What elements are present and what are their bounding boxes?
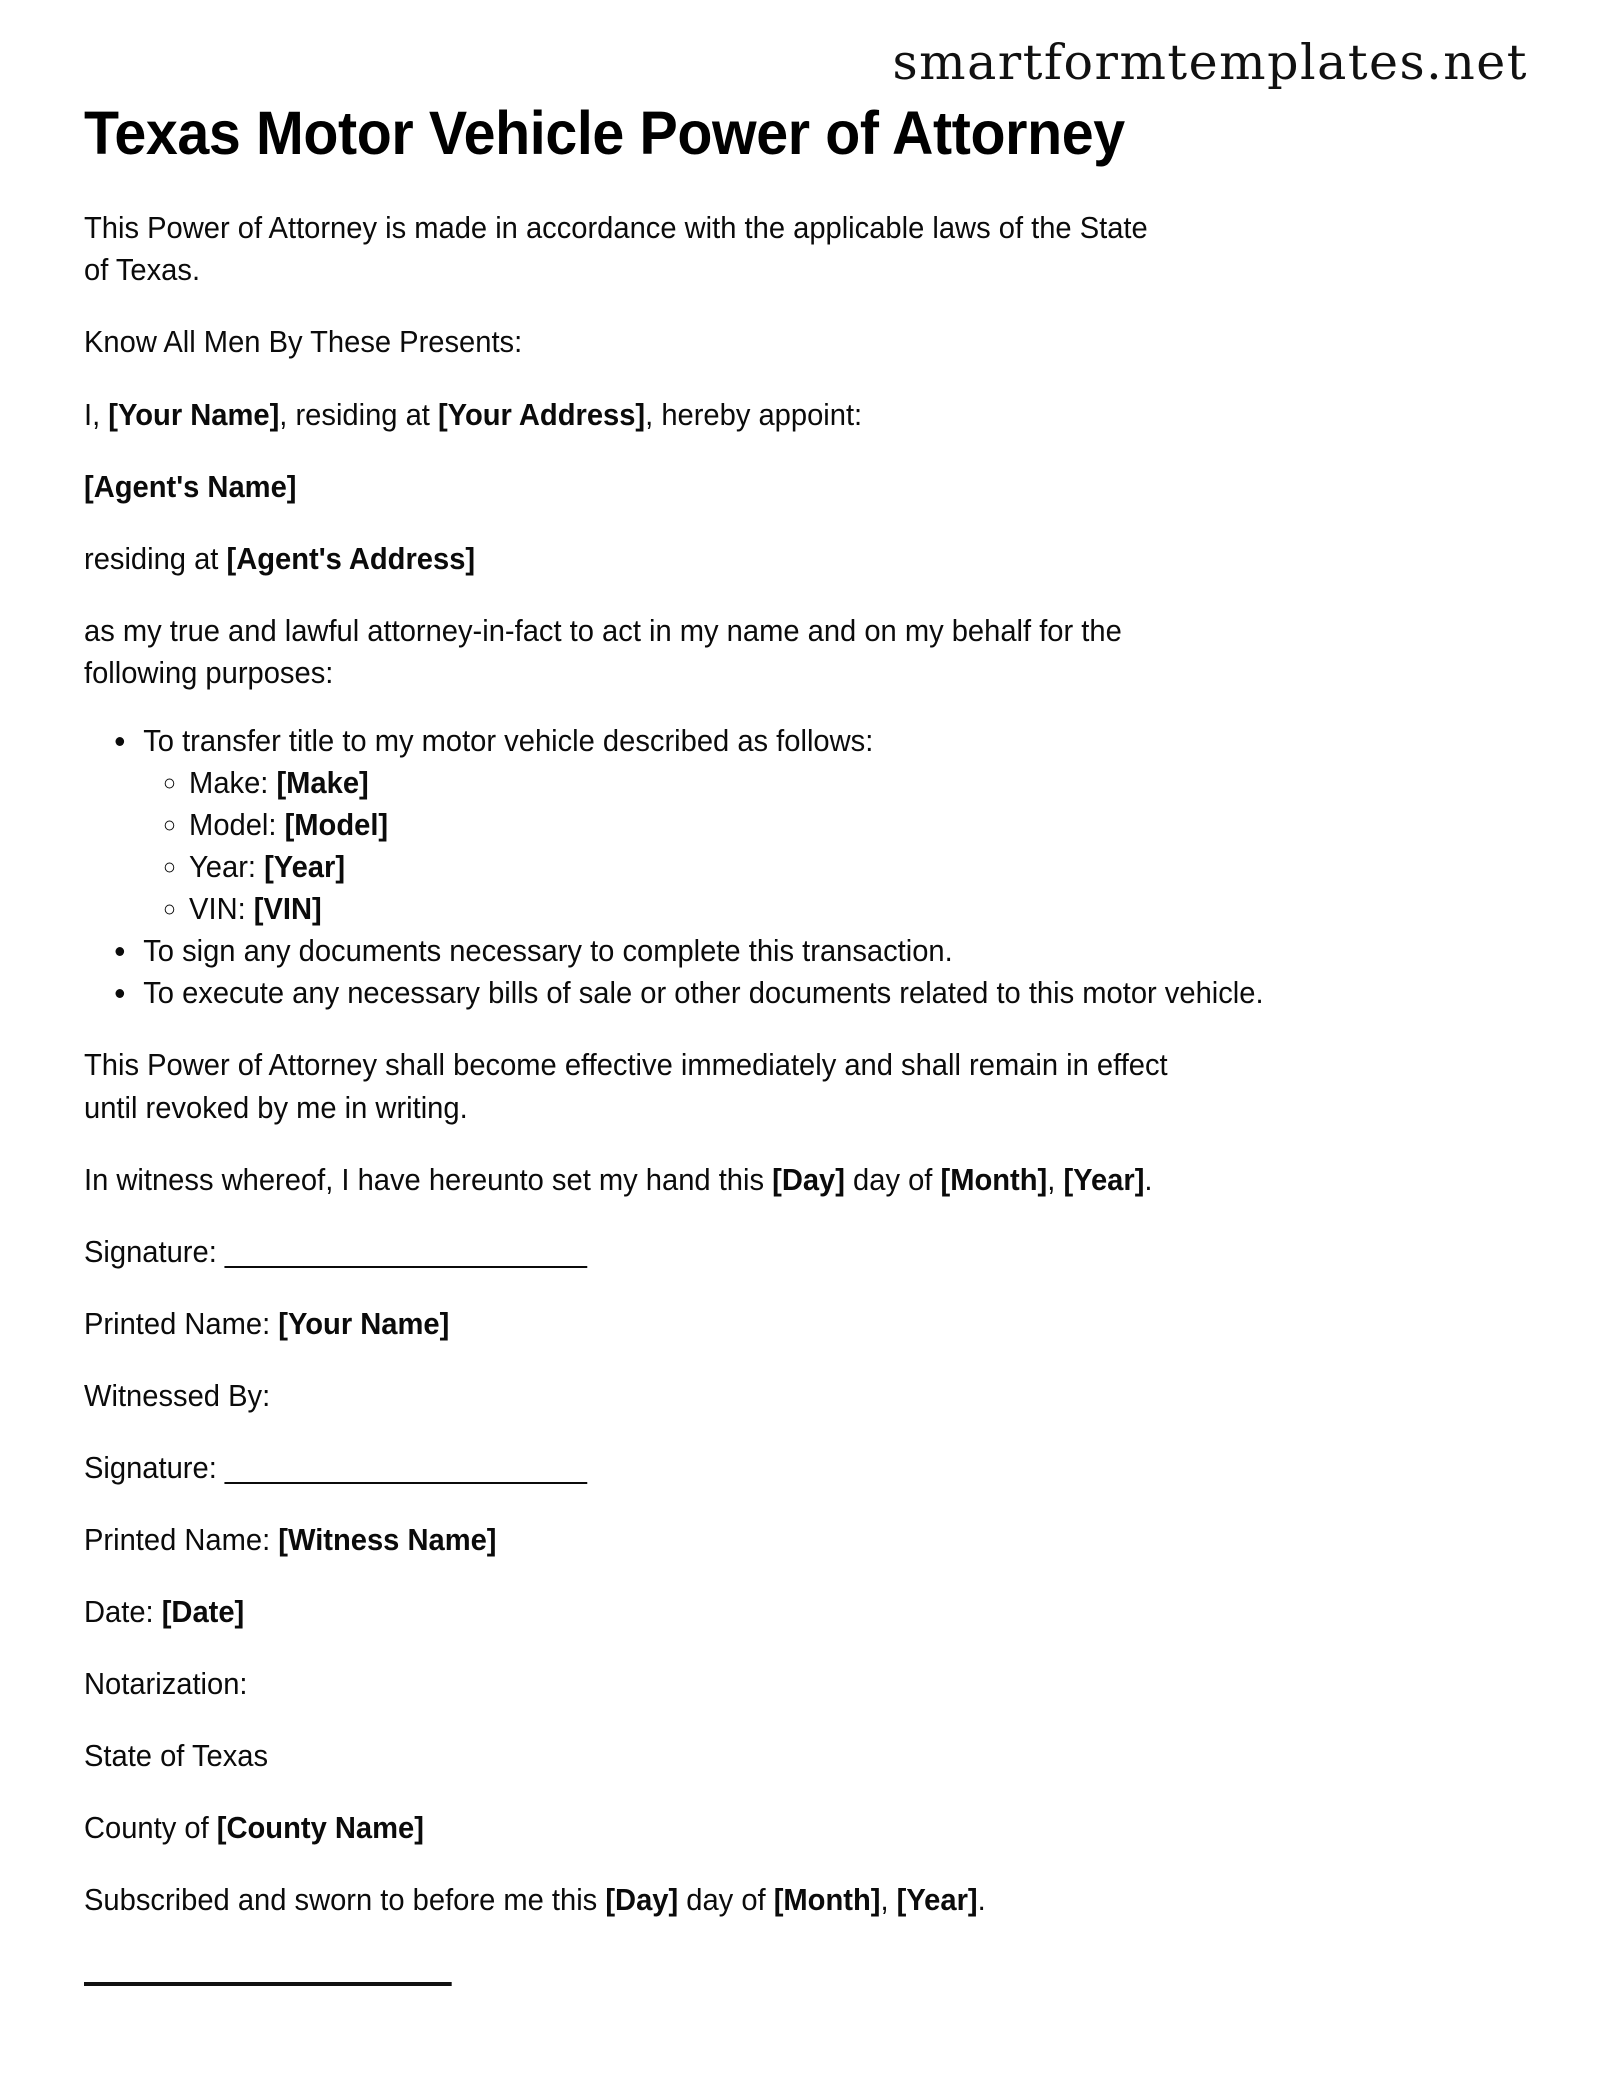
principal-name-placeholder: [Your Name]: [108, 397, 280, 432]
witness-whereof-mid: day of: [844, 1162, 941, 1197]
notarization-sworn-line: [84, 1879, 1168, 1921]
principal-prefix: I,: [84, 397, 109, 432]
witness-signature-line: [84, 1447, 1168, 1489]
witness-signature-blank[interactable]: _______________________: [224, 1450, 587, 1485]
principal-printed-name-label: Printed Name:: [84, 1306, 279, 1341]
list-item-make: [189, 762, 1467, 804]
agent-residing-label: residing at: [84, 541, 227, 576]
sworn-year-placeholder: [Year]: [896, 1883, 978, 1918]
agent-address-line: [84, 538, 1168, 580]
witness-signature-label: Signature:: [84, 1450, 225, 1485]
list-item-execute-bills-of-sale: • To execute any necessary bills of sale or other documents related to this motor vehicle.: [139, 972, 1466, 1014]
principal-signature-label: Signature:: [84, 1234, 225, 1269]
agent-address-placeholder: [Agent's Address]: [226, 541, 476, 576]
watermark-row: [84, 0, 1532, 91]
principal-suffix: , hereby appoint:: [645, 397, 863, 432]
county-placeholder: [County Name]: [216, 1811, 424, 1846]
witness-date-label: Date:: [84, 1595, 162, 1630]
notarization-state-line: State of Texas: [84, 1739, 269, 1774]
witness-whereof-year-placeholder: [Year]: [1063, 1162, 1145, 1197]
make-placeholder: [Make]: [276, 766, 369, 801]
model-label: Model:: [189, 808, 285, 843]
intro-paragraph-2: Know All Men By These Presents:: [84, 325, 523, 360]
year-placeholder: [Year]: [264, 850, 346, 885]
notarization-heading: Notarization:: [84, 1667, 248, 1702]
principal-appointment-line: [84, 394, 1168, 436]
witness-date-line: [84, 1591, 1168, 1633]
page-title: Texas Motor Vehicle Power of Attorney: [84, 99, 1125, 167]
vehicle-details-list: [143, 762, 1467, 930]
principal-middle: , residing at: [279, 397, 438, 432]
intro-paragraph-1: This Power of Attorney is made in accordance with the applicable laws of the State of Texas.: [84, 211, 1148, 288]
witness-whereof-paragraph: [84, 1159, 1168, 1201]
sworn-day-placeholder: [Day]: [605, 1883, 679, 1918]
sworn-period: .: [977, 1883, 986, 1918]
witnessed-by-heading: Witnessed By:: [84, 1378, 271, 1413]
effective-clause-paragraph: This Power of Attorney shall become effective immediately and shall remain in effect until revoked by me in writing.: [84, 1048, 1168, 1125]
witness-printed-name-label: Printed Name:: [84, 1523, 279, 1558]
witness-whereof-day-placeholder: [Day]: [772, 1162, 845, 1197]
witness-printed-name-placeholder: [Witness Name]: [278, 1523, 497, 1558]
witness-whereof-month-placeholder: [Month]: [940, 1162, 1048, 1197]
purpose-intro-paragraph: as my true and lawful attorney-in-fact to act in my name and on my behalf for the following purposes:: [84, 613, 1122, 690]
list-item-sign-documents: • To sign any documents necessary to complete this transaction.: [139, 930, 1466, 972]
principal-signature-blank[interactable]: _______________________: [224, 1234, 587, 1269]
purpose-item-1-text: To transfer title to my motor vehicle described as follows:: [143, 723, 874, 758]
county-label: County of: [84, 1811, 217, 1846]
witness-date-placeholder: [Date]: [161, 1595, 245, 1630]
witness-printed-name-line: [84, 1519, 1168, 1561]
vin-placeholder: [VIN]: [253, 892, 322, 927]
make-label: Make:: [189, 766, 277, 801]
year-label: Year:: [189, 850, 265, 885]
list-item-transfer-title: [139, 720, 1466, 930]
principal-address-placeholder: [Your Address]: [437, 397, 646, 432]
sworn-prefix: Subscribed and sworn to before me this: [84, 1883, 606, 1918]
principal-printed-name-placeholder: [Your Name]: [278, 1306, 450, 1341]
model-placeholder: [Model]: [284, 808, 389, 843]
site-watermark: smartformtemplates.net: [892, 34, 1528, 91]
witness-whereof-comma: ,: [1047, 1162, 1064, 1197]
sworn-month-placeholder: [Month]: [773, 1883, 881, 1918]
vin-label: VIN:: [189, 892, 254, 927]
notarization-county-line: [84, 1807, 1168, 1849]
sworn-mid: day of: [678, 1883, 774, 1918]
list-item-vin: [189, 888, 1467, 930]
witness-whereof-period: .: [1144, 1162, 1153, 1197]
sworn-comma: ,: [880, 1883, 897, 1918]
agent-name-line: [84, 466, 1168, 508]
list-item-model: [189, 804, 1467, 846]
list-item-year: [189, 846, 1467, 888]
principal-printed-name-line: [84, 1303, 1168, 1345]
principal-signature-line: [84, 1231, 1168, 1273]
notary-signature-rule[interactable]: [84, 1982, 452, 1986]
agent-name-placeholder: [Agent's Name]: [84, 469, 297, 504]
purposes-list: [84, 720, 1467, 1015]
witness-whereof-prefix: In witness whereof, I have hereunto set my hand this: [84, 1162, 773, 1197]
